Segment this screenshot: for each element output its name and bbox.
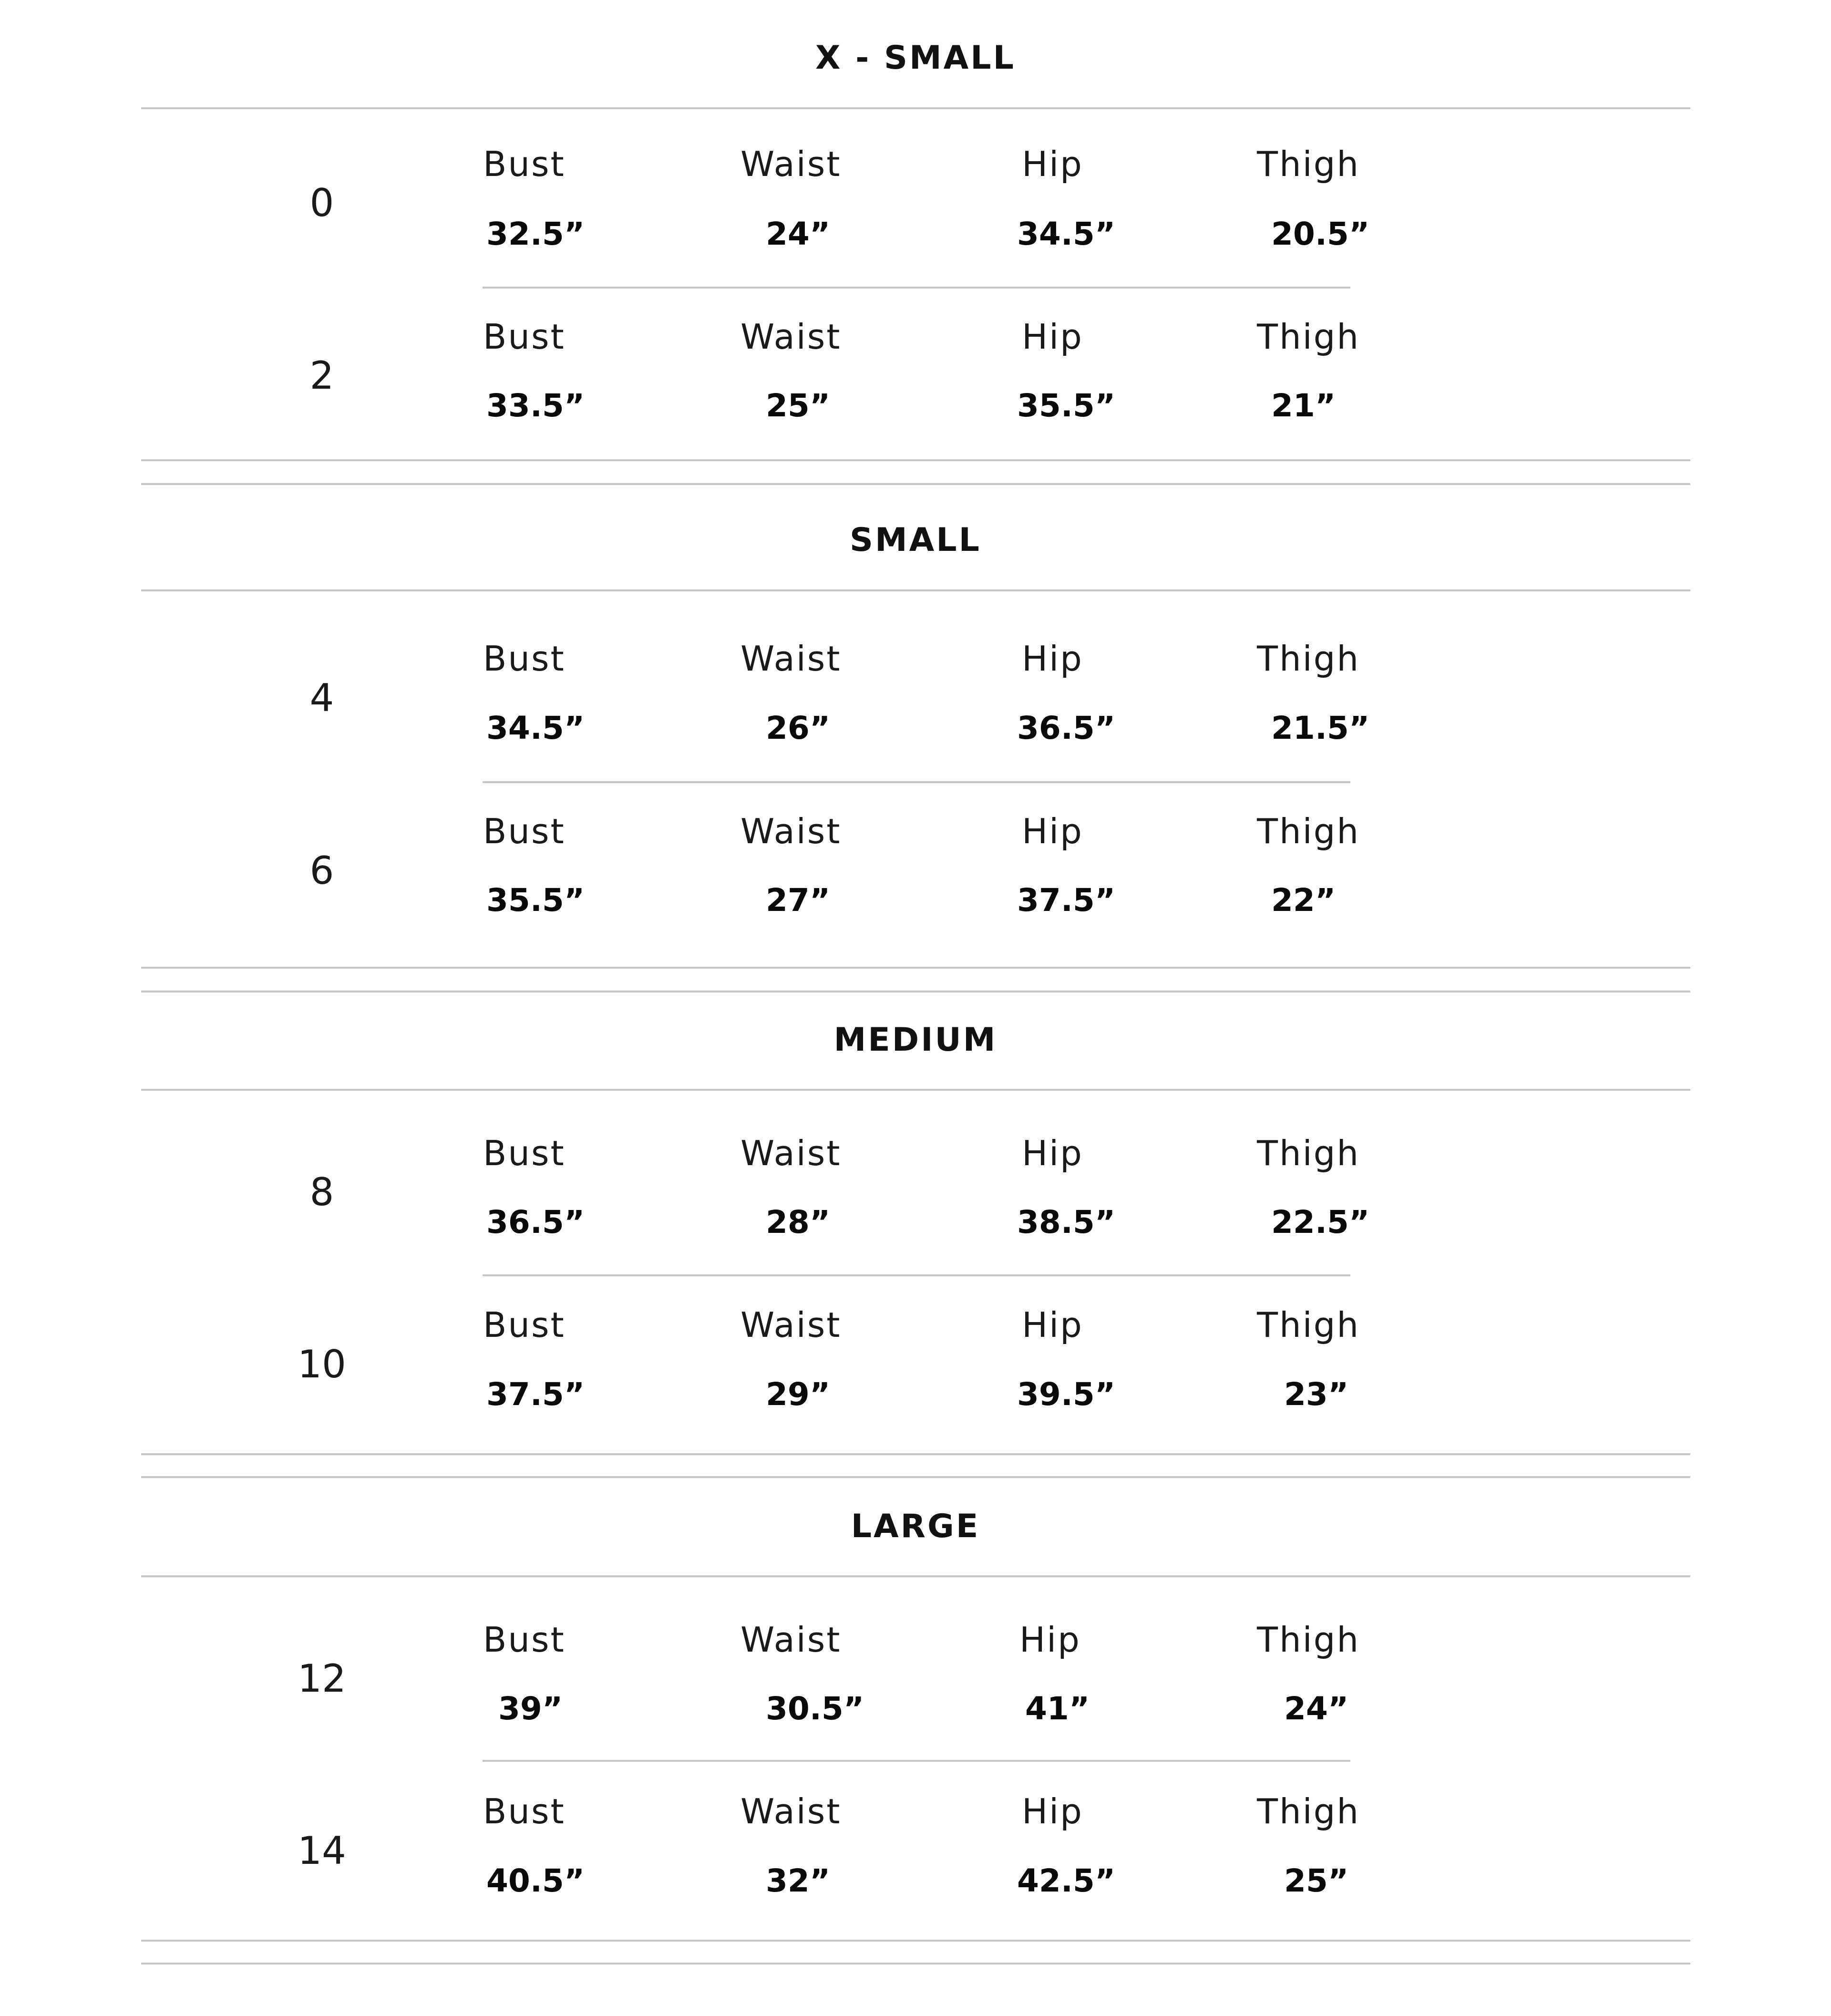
size-number: 2 xyxy=(309,353,334,398)
divider xyxy=(141,1453,1690,1455)
thigh-label: Thigh xyxy=(1257,1791,1360,1831)
waist-value: 27” xyxy=(766,882,831,919)
size-number: 10 xyxy=(298,1342,346,1386)
divider xyxy=(141,1089,1690,1091)
divider xyxy=(141,483,1690,485)
bust-value: 36.5” xyxy=(486,1204,585,1241)
divider xyxy=(141,107,1690,109)
bust-label: Bust xyxy=(483,1620,566,1660)
hip-value: 41” xyxy=(1025,1690,1090,1727)
section-title: MEDIUM xyxy=(833,1021,998,1059)
waist-label: Waist xyxy=(741,811,842,851)
thigh-value: 24” xyxy=(1284,1690,1349,1727)
section-title: SMALL xyxy=(850,521,981,559)
hip-value: 36.5” xyxy=(1017,710,1116,746)
size-number: 0 xyxy=(309,181,334,225)
thigh-label: Thigh xyxy=(1257,1133,1360,1173)
hip-value: 39.5” xyxy=(1017,1376,1116,1413)
bust-label: Bust xyxy=(483,1305,566,1345)
thigh-label: Thigh xyxy=(1257,639,1360,679)
waist-label: Waist xyxy=(741,317,842,357)
size-number: 6 xyxy=(309,848,334,893)
hip-value: 37.5” xyxy=(1017,882,1116,919)
bust-label: Bust xyxy=(483,639,566,679)
section-title: LARGE xyxy=(851,1508,980,1545)
bust-label: Bust xyxy=(483,144,566,184)
waist-label: Waist xyxy=(741,1305,842,1345)
waist-value: 25” xyxy=(766,387,831,424)
row-divider xyxy=(483,1760,1350,1762)
waist-value: 29” xyxy=(766,1376,831,1413)
divider xyxy=(141,991,1690,992)
waist-value: 30.5” xyxy=(766,1690,864,1727)
thigh-value: 22” xyxy=(1271,882,1336,919)
bust-label: Bust xyxy=(483,317,566,357)
hip-label: Hip xyxy=(1022,1305,1083,1345)
thigh-label: Thigh xyxy=(1257,1305,1360,1345)
hip-label: Hip xyxy=(1022,1791,1083,1831)
divider xyxy=(141,1575,1690,1577)
size-number: 8 xyxy=(309,1170,334,1214)
size-number: 14 xyxy=(298,1829,346,1873)
thigh-label: Thigh xyxy=(1257,144,1360,184)
hip-value: 35.5” xyxy=(1017,387,1116,424)
divider xyxy=(141,459,1690,461)
hip-label: Hip xyxy=(1022,1133,1083,1173)
hip-label: Hip xyxy=(1022,639,1083,679)
size-number: 4 xyxy=(309,676,334,720)
waist-value: 26” xyxy=(766,710,831,746)
thigh-value: 23” xyxy=(1284,1376,1349,1413)
bust-value: 32.5” xyxy=(486,216,585,252)
thigh-value: 21” xyxy=(1271,387,1336,424)
bust-value: 34.5” xyxy=(486,710,585,746)
bust-value: 33.5” xyxy=(486,387,585,424)
waist-label: Waist xyxy=(741,144,842,184)
thigh-value: 25” xyxy=(1284,1862,1349,1899)
waist-label: Waist xyxy=(741,639,842,679)
divider xyxy=(141,1476,1690,1478)
bust-value: 37.5” xyxy=(486,1376,585,1413)
thigh-value: 20.5” xyxy=(1271,216,1370,252)
hip-value: 38.5” xyxy=(1017,1204,1116,1241)
thigh-value: 22.5” xyxy=(1271,1204,1370,1241)
divider xyxy=(141,589,1690,591)
thigh-label: Thigh xyxy=(1257,1620,1360,1660)
row-divider xyxy=(483,287,1350,289)
waist-label: Waist xyxy=(741,1133,842,1173)
waist-label: Waist xyxy=(741,1620,842,1660)
hip-label: Hip xyxy=(1022,317,1083,357)
thigh-value: 21.5” xyxy=(1271,710,1370,746)
row-divider xyxy=(483,1274,1350,1276)
bust-value: 39” xyxy=(498,1690,563,1727)
divider xyxy=(141,967,1690,969)
thigh-label: Thigh xyxy=(1257,811,1360,851)
bust-label: Bust xyxy=(483,1133,566,1173)
thigh-label: Thigh xyxy=(1257,317,1360,357)
bust-label: Bust xyxy=(483,811,566,851)
hip-label: Hip xyxy=(1019,1620,1081,1660)
waist-value: 28” xyxy=(766,1204,831,1241)
hip-value: 42.5” xyxy=(1017,1862,1116,1899)
divider xyxy=(141,1940,1690,1942)
hip-value: 34.5” xyxy=(1017,216,1116,252)
waist-value: 32” xyxy=(766,1862,831,1899)
bust-label: Bust xyxy=(483,1791,566,1831)
hip-label: Hip xyxy=(1022,144,1083,184)
waist-value: 24” xyxy=(766,216,831,252)
divider xyxy=(141,1963,1690,1964)
section-title: X - SMALL xyxy=(815,39,1016,77)
hip-label: Hip xyxy=(1022,811,1083,851)
size-number: 12 xyxy=(298,1656,346,1701)
bust-value: 40.5” xyxy=(486,1862,585,1899)
row-divider xyxy=(483,781,1350,783)
waist-label: Waist xyxy=(741,1791,842,1831)
bust-value: 35.5” xyxy=(486,882,585,919)
